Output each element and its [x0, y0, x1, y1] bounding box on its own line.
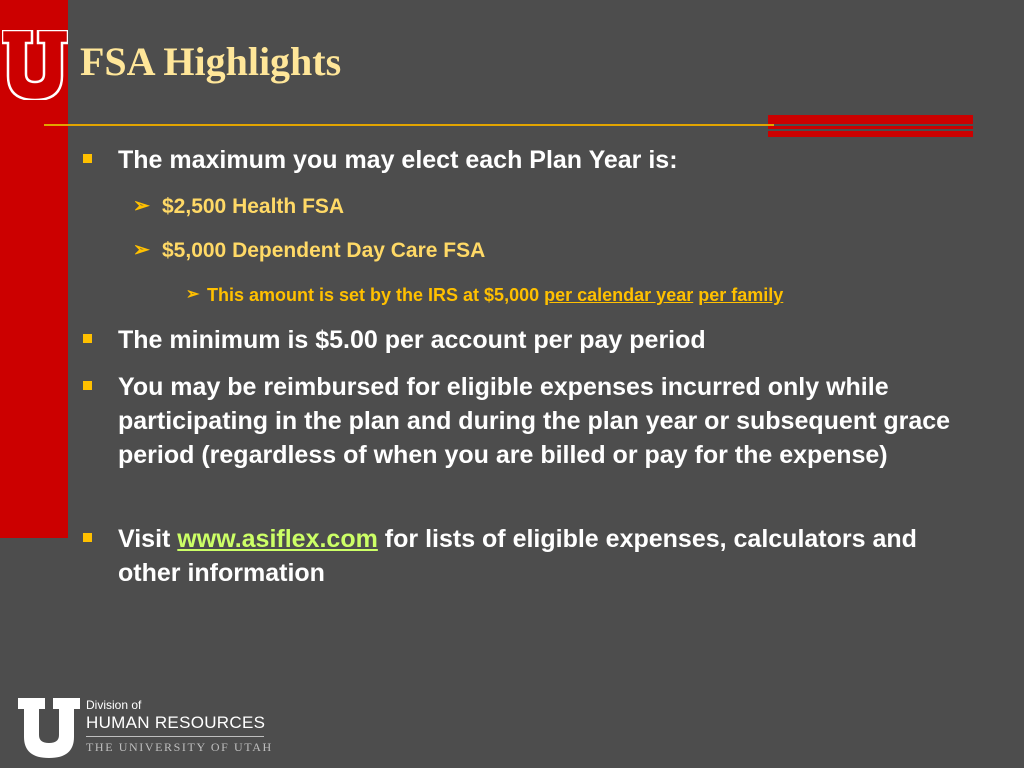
per-calendar-year-text: per calendar year: [544, 285, 694, 305]
arrow-bullet-icon: ➢: [133, 195, 150, 217]
square-bullet-icon: [83, 381, 92, 390]
footer-u-logo-icon: [18, 698, 80, 758]
title-accent-stripes: [768, 115, 973, 137]
arrow-bullet-icon: ➢: [186, 286, 200, 303]
per-family-text: per family: [698, 285, 784, 305]
sub-bullet-dependent-care-fsa: $5,000 Dependent Day Care FSA: [162, 239, 486, 262]
slide-title: FSA Highlights: [80, 39, 342, 84]
footer-department-block: [86, 698, 273, 754]
bullet-minimum: The minimum is $5.00 per account per pay period: [118, 326, 706, 354]
visit-prefix: Visit: [118, 525, 171, 553]
sub-bullet-health-fsa: $2,500 Health FSA: [162, 195, 345, 218]
bullet-reimbursement: You may be reimbursed for eligible expenses incurred only while participating in the plan and during the plan year or subsequent grace period (regardless of when you are billed or pay for the expense): [118, 373, 951, 469]
square-bullet-icon: [83, 334, 92, 343]
square-bullet-icon: [83, 154, 92, 163]
title-divider: [44, 124, 774, 126]
irs-limit-text: This amount is set by the IRS at $5,000: [207, 285, 540, 305]
bullet-visit-website: [118, 522, 978, 590]
university-u-logo-icon: [2, 30, 68, 100]
asiflex-link[interactable]: www.asiflex.com: [177, 525, 378, 553]
sub-sub-bullet-irs-limit: [207, 283, 783, 307]
footer-university: THE UNIVERSITY OF UTAH: [86, 740, 273, 754]
arrow-bullet-icon: ➢: [133, 239, 150, 261]
footer-divider: [86, 736, 264, 737]
footer-division: Division of: [86, 698, 142, 712]
footer-department: HUMAN RESOURCES: [86, 713, 266, 732]
bullet-max-election: The maximum you may elect each Plan Year is:: [118, 146, 678, 174]
visit-suffix: for lists of eligible expenses, calculators and other information: [118, 525, 917, 587]
square-bullet-icon: [83, 533, 92, 542]
